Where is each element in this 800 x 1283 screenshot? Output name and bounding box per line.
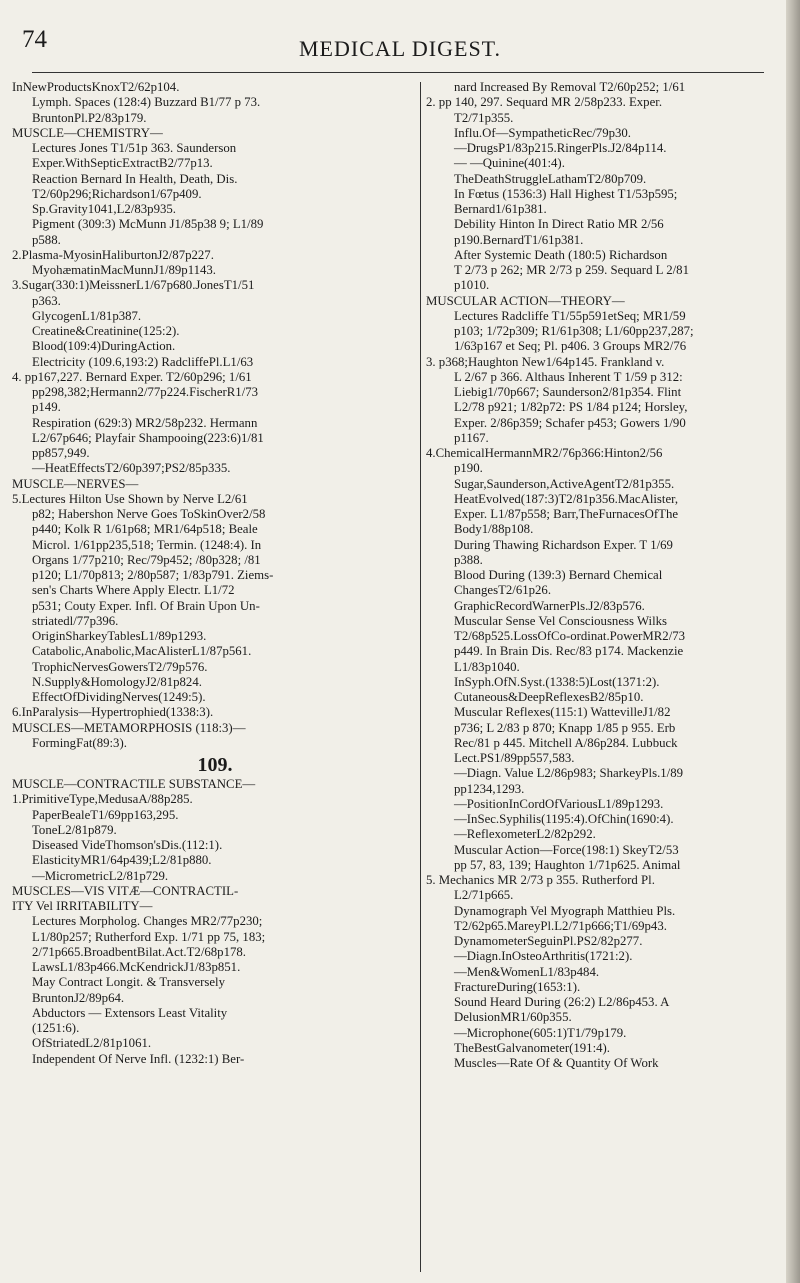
index-line: nard Increased By Removal T2/60p252; 1/61 (454, 80, 686, 94)
index-line: Dynamograph Vel Myograph Matthieu Pls. (454, 903, 676, 918)
left-column-entries-bottom (12, 777, 418, 1067)
index-line: DelusionMR1/60p355. (454, 1010, 572, 1025)
running-head: MEDICAL DIGEST. (299, 36, 501, 61)
column-divider (420, 82, 421, 1272)
index-line: 2. pp 140, 297. Sequard MR 2/58p233. Exper. (426, 95, 663, 110)
index-line: Electricity (109.6,193:2) RadcliffePl.L1/63 (32, 354, 254, 369)
index-line: Organs 1/77p210; Rec/79p452; /80p328; /81 (32, 552, 261, 567)
index-line: Independent Of Nerve Infl. (1232:1) Ber- (32, 1051, 245, 1066)
index-line: During Thawing Richardson Exper. T 1/69 (454, 537, 673, 552)
index-line: 4.ChemicalHermannMR2/76p366:Hinton2/56 (426, 446, 663, 460)
index-line: Abductors — Extensors Least Vitality (32, 1005, 228, 1020)
index-line: L2/78 p921; 1/82p72: PS 1/84 p124; Horsley, (454, 400, 688, 415)
index-line: 3.Sugar(330:1)MeissnerL1/67p680.JonesT1/51 (12, 278, 255, 293)
index-line: TrophicNervesGowersT2/79p576. (32, 659, 208, 674)
index-line: p449. In Brain Dis. Rec/83 p174. Mackenzie (454, 644, 684, 659)
index-line: 5.Lectures Hilton Use Shown by Nerve L2/61 (12, 491, 248, 506)
index-line: p190.BernardT1/61p381. (454, 232, 584, 247)
index-line: FractureDuring(1653:1). (454, 979, 581, 994)
index-line: MUSCLE—CONTRACTILE SUBSTANCE— (12, 777, 256, 791)
index-line: —InSec.Syphilis(1195:4).OfChin(1690:4). (454, 812, 674, 826)
index-line: MUSCLES—VIS VITÆ—CONTRACTIL- (12, 883, 239, 898)
index-line: — —Quinine(401:4). (454, 156, 565, 171)
index-line: Exper. 2/86p359; Schafer p453; Gowers 1/90 (454, 415, 686, 430)
index-line: Blood(109:4)DuringAction. (32, 339, 176, 354)
index-line: In Fœtus (1536:3) Hall Highest T1/53p595; (454, 186, 678, 201)
index-line: T2/60p296;Richardson1/67p409. (32, 186, 202, 201)
index-line: L 2/67 p 366. Althaus Inherent T 1/59 p 312: (454, 369, 683, 384)
index-line: Creatine&Creatinine(125:2). (32, 324, 180, 338)
index-line: Lectures Radcliffe T1/55p591etSeq; MR1/59 (454, 308, 686, 323)
index-line: Sugar,Saunderson,ActiveAgentT2/81p355. (454, 476, 675, 491)
index-line: Blood During (139:3) Bernard Chemical (454, 568, 663, 582)
index-line: OriginSharkeyTablesL1/89p1293. (32, 629, 207, 643)
index-line: Debility Hinton In Direct Ratio MR 2/56 (454, 217, 664, 232)
index-line: 3. p368;Haughton New1/64p145. Frankland v. (426, 354, 665, 369)
index-line: —HeatEffectsT2/60p397;PS2/85p335. (32, 461, 231, 476)
index-line: pp857,949. (32, 446, 90, 460)
index-line: EffectOfDividingNerves(1249:5). (32, 690, 206, 704)
index-line: HeatEvolved(187:3)T2/81p356.MacAlister, (454, 491, 679, 506)
left-column-entries-top (12, 80, 418, 751)
index-line: 1/63p167 et Seq; Pl. p406. 3 Groups MR2/76 (454, 339, 687, 354)
index-line: —DrugsP1/83p215.RingerPls.J2/84p114. (454, 141, 667, 155)
index-line: p440; Kolk R 1/61p68; MR1/64p518; Beale (32, 522, 258, 537)
index-line: MUSCLE—CHEMISTRY— (12, 125, 163, 140)
index-line: p363. (32, 293, 61, 308)
index-line: Muscular Action—Force(198:1) SkeyT2/53 (454, 842, 679, 857)
index-line: MUSCLES—METAMORPHOSIS (118:3)— (12, 720, 246, 735)
index-line: striatedl/77p396. (32, 613, 119, 628)
index-line: MUSCULAR ACTION—THEORY— (426, 293, 625, 308)
index-line: L2/71p665. (454, 888, 514, 903)
index-line: —PositionInCordOfVariousL1/89p1293. (454, 796, 664, 811)
index-line: Respiration (629:3) MR2/58p232. Hermann (32, 415, 258, 430)
index-line: LawsL1/83p466.McKendrickJ1/83p851. (32, 960, 241, 974)
index-line: p736; L 2/83 p 870; Knapp 1/85 p 955. Erb (454, 720, 676, 735)
index-line: GraphicRecordWarnerPls.J2/83p576. (454, 598, 645, 613)
index-line: p190. (454, 461, 483, 476)
index-line: ElasticityMR1/64p439;L2/81p880. (32, 853, 212, 868)
index-line: Lymph. Spaces (128:4) Buzzard B1/77 p 73. (32, 95, 261, 110)
index-line: p120; L1/70p813; 2/80p587; 1/83p791. Ziems- (32, 568, 274, 582)
index-line: Lect.PS1/89pp557,583. (454, 751, 575, 765)
index-line: Exper.WithSepticExtractB2/77p13. (32, 156, 213, 171)
index-line: ChangesT2/61p26. (454, 583, 552, 598)
index-line: T 2/73 p 262; MR 2/73 p 259. Sequard L 2/81 (454, 263, 689, 277)
index-line: FormingFat(89:3). (32, 735, 127, 750)
index-line: BruntonJ2/89p64. (32, 990, 125, 1005)
index-line: InSyph.OfN.Syst.(1338:5)Lost(1371:2). (454, 674, 660, 689)
index-line: pp 57, 83, 139; Haughton 1/71p625. Animal (454, 857, 681, 872)
index-line: pp298,382;Hermann2/77p224.FischerR1/73 (32, 385, 259, 399)
index-line: MUSCLE—NERVES— (12, 476, 139, 491)
index-line: —Diagn. Value L2/86p983; SharkeyPls.1/89 (454, 766, 684, 781)
index-line: GlycogenL1/81p387. (32, 308, 142, 323)
index-line: 2/71p665.BroadbentBilat.Act.T2/68p178. (32, 944, 246, 959)
index-line: 4. pp167,227. Bernard Exper. T2/60p296; 1/61 (12, 369, 252, 384)
index-line: —MicrometricL2/81p729. (32, 868, 169, 883)
index-line: p149. (32, 400, 61, 415)
index-line: T2/68p525.LossOfCo-ordinat.PowerMR2/73 (454, 629, 686, 643)
index-line: p531; Couty Exper. Infl. Of Brain Upon Un- (32, 598, 260, 613)
index-line: Muscular Reflexes(115:1) WattevilleJ1/82 (454, 705, 671, 720)
index-line: —Men&WomenL1/83p484. (454, 964, 600, 979)
index-line: Exper. L1/87p558; Barr,TheFurnacesOfThe (454, 507, 679, 521)
index-line: DynamometerSeguinPl.PS2/82p277. (454, 934, 643, 948)
right-column-entries (426, 80, 780, 1071)
index-line: (1251:6). (32, 1021, 80, 1035)
index-line: p103; 1/72p309; R1/61p308; L1/60pp237,287; (454, 324, 694, 338)
index-line: N.Supply&HomologyJ2/81p824. (32, 674, 202, 689)
index-line: —Diagn.InOsteoArthritis(1721:2). (454, 949, 633, 964)
index-line: L1/83p1040. (454, 659, 520, 674)
index-line: After Systemic Death (180:5) Richardson (454, 247, 668, 262)
index-line: —ReflexometerL2/82p292. (454, 827, 596, 842)
index-line: Body1/88p108. (454, 522, 534, 537)
index-line: ITY Vel IRRITABILITY— (12, 899, 153, 913)
index-line: Muscular Sense Vel Consciousness Wilks (454, 613, 667, 628)
index-line: p588. (32, 232, 61, 247)
index-line: OfStriatedL2/81p1061. (32, 1036, 152, 1051)
index-line: 6.InParalysis—Hypertrophied(1338:3). (12, 705, 214, 720)
page-edge (786, 0, 800, 1283)
index-line: PaperBealeT1/69pp163,295. (32, 807, 179, 822)
index-line: InNewProductsKnoxT2/62p104. (12, 80, 180, 94)
index-line: Pigment (309:3) McMunn J1/85p38 9; L1/89 (32, 217, 264, 232)
index-line: Microl. 1/61pp235,518; Termin. (1248:4). In (32, 537, 262, 552)
index-line: L1/80p257; Rutherford Exp. 1/71 pp 75, 183; (32, 929, 266, 944)
index-line: BruntonPl.P2/83p179. (32, 110, 147, 125)
index-line: Cutaneous&DeepReflexesB2/85p10. (454, 690, 644, 704)
index-line: Muscles—Rate Of & Quantity Of Work (454, 1056, 659, 1070)
page-number: 74 (22, 26, 47, 53)
index-line: p1010. (454, 278, 490, 293)
index-line: Sp.Gravity1041,L2/83p935. (32, 202, 176, 216)
left-column (12, 80, 418, 1067)
index-line: Diseased VideThomson'sDis.(112:1). (32, 838, 223, 852)
index-line: p1167. (454, 430, 489, 445)
index-line: pp1234,1293. (454, 781, 525, 796)
index-line: L2/67p646; Playfair Shampooing(223:6)1/81 (32, 430, 264, 445)
index-line: MyohæmatinMacMunnJ1/89p1143. (32, 263, 217, 277)
index-line: —Microphone(605:1)T1/79p179. (454, 1025, 627, 1040)
index-line: TheBestGalvanometer(191:4). (454, 1040, 610, 1055)
index-line: ToneL2/81p879. (32, 822, 117, 837)
section-number: 109. (197, 754, 233, 776)
index-line: Liebig1/70p667; Saunderson2/81p354. Flint (454, 385, 682, 399)
index-line: sen's Charts Where Apply Electr. L1/72 (32, 583, 235, 598)
header-rule (32, 72, 764, 73)
index-line: p82; Habershon Nerve Goes ToSkinOver2/58 (32, 507, 266, 521)
index-line: Lectures Jones T1/51p 363. Saunderson (32, 141, 237, 155)
index-line: Rec/81 p 445. Mitchell A/86p284. Lubbuck (454, 735, 678, 750)
index-line: 1.PrimitiveType,MedusaA/88p285. (12, 792, 193, 807)
index-line: T2/71p355. (454, 110, 514, 125)
index-line: p388. (454, 552, 483, 567)
index-line: Lectures Morpholog. Changes MR2/77p230; (32, 914, 263, 929)
index-line: Catabolic,Anabolic,MacAlisterL1/87p561. (32, 644, 252, 659)
index-line: Bernard1/61p381. (454, 202, 547, 216)
index-line: Sound Heard During (26:2) L2/86p453. A (454, 995, 670, 1009)
right-column (426, 80, 780, 1071)
index-line: 2.Plasma-MyosinHaliburtonJ2/87p227. (12, 247, 214, 262)
index-line: T2/62p65.MareyPl.L2/71p666;T1/69p43. (454, 918, 667, 933)
index-line: May Contract Longit. & Transversely (32, 975, 226, 990)
index-line: Reaction Bernard In Health, Death, Dis. (32, 171, 238, 186)
index-line: Influ.Of—SympatheticRec/79p30. (454, 125, 631, 140)
index-line: 5. Mechanics MR 2/73 p 355. Rutherford Pl. (426, 873, 655, 887)
index-line: TheDeathStruggleLathamT2/80p709. (454, 171, 647, 186)
